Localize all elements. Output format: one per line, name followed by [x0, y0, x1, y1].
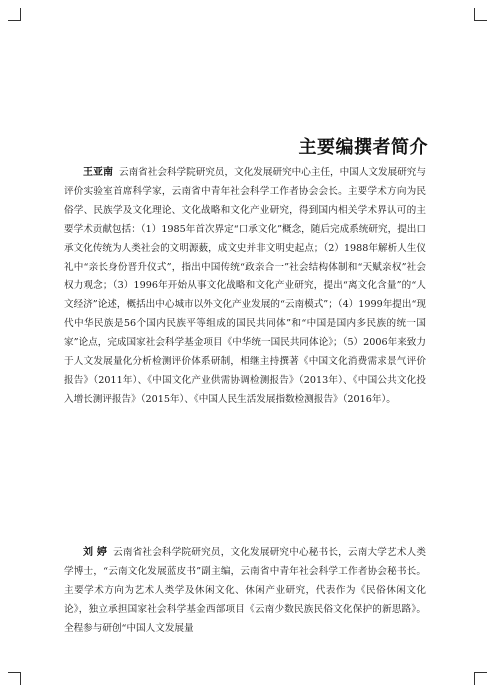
- author-bio-paragraph: [64, 164, 426, 410]
- author-name: 刘 婷: [83, 547, 108, 558]
- author-name: 王亚南: [83, 167, 113, 178]
- author-bio-text: 云南省社会科学院研究员，文化发展研究中心主任，中国人文发展研究与评价实验室首席科学家，云南省中青年社会科学工作者协会会长。主要学术方向为民俗学、民族学及文化理论、文化战略和文化产业研究，得到国内相关学术界认可的主要学术贡献包括：（1）1985年首次界定“口承文化”概念，随后完成系统研究，提出口承文化传统为人类社会的文明源薮，成文史并非文明史起点；（2）1988年解析人生仪礼中“亲长身份晋升仪式”，指出中国传统“政亲合一”社会结构体制和“天赋亲权”社会权力观念；（3）1996年开始从事文化战略和文化产业研究，提出“离文化含量”的“人文经济”论述，概括出中心城市以外文化产业发展的“云南模式”；（4）1999年提出“现代中华民族是56个国内民族平等组成的国民共同体”和“中国是国内多民族的统一国家”论点，完成国家社会科学基金项目《中华统一国民共同体论》；（5）2006年来致力于人文发展量化分析检测评价体系研制，相继主持撰著《中国文化消费需求景气评价报告》（2011年）、《中国文化产业供需协调检测报告》（2013年）、《中国公共文化投入增长测评报告》（2015年）、《中国人民生活发展指数检测报告》（2016年）。: [64, 167, 426, 405]
- crop-mark-bottom-left: [8, 672, 21, 685]
- page-title: 主要编撰者简介: [298, 137, 428, 158]
- author-bio-text: 云南省社会科学院研究员，文化发展研究中心秘书长，云南大学艺术人类学博士，“云南文化发展蓝皮书”副主编，云南省中青年社会科学工作者协会秘书长。主要学术方向为艺术人类学及休闲文化、休闲产业研究，代表作为《民俗休闲文化论》，独立承担国家社会科学基金西部项目《云南少数民族民俗文化保护的新思路》。全程参与研创“中国人文发展量: [64, 547, 427, 634]
- author-bio-paragraph: [64, 544, 426, 639]
- crop-mark-bottom-right: [474, 672, 487, 685]
- crop-mark-top-right: [474, 8, 487, 21]
- crop-mark-top-left: [8, 8, 21, 21]
